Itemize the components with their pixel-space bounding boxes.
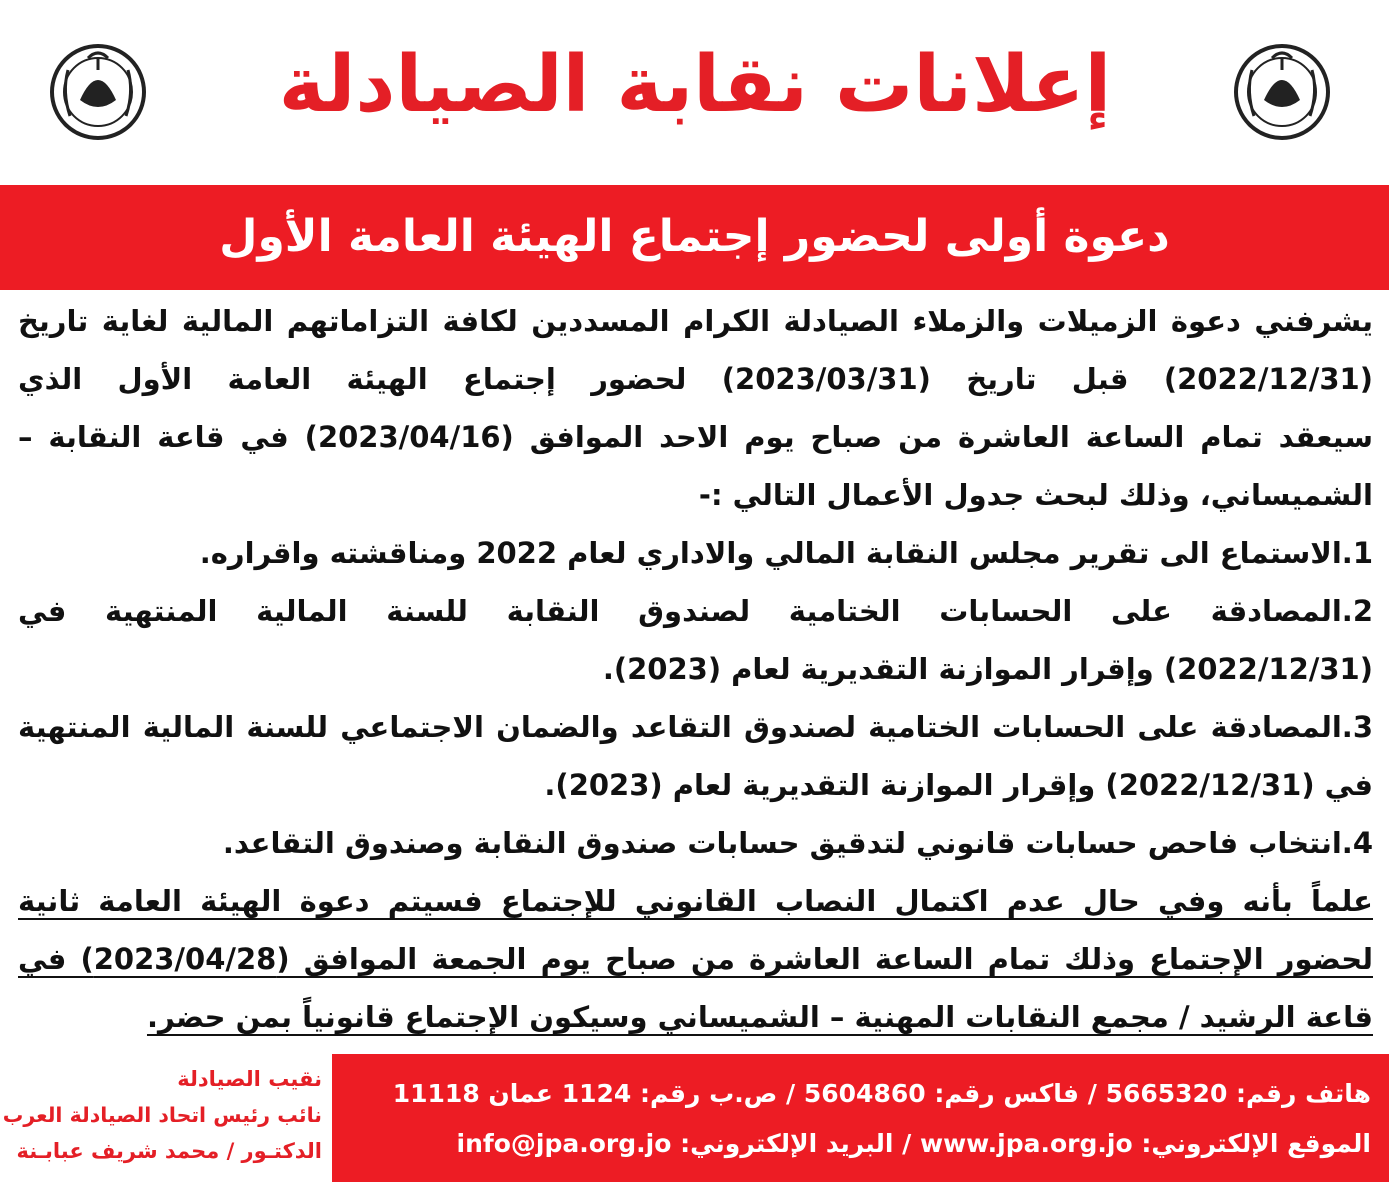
agenda-item-2: 2.المصادقة على الحسابات الختامية لصندوق النقابة للسنة المالية المنتهية في xyxy=(18,594,1373,628)
agenda-item-4: 4.انتخاب فاحص حسابات قانوني لتدقيق حسابات صندوق النقابة وصندوق التقاعد. xyxy=(222,826,1373,860)
quorum-note: لحضور الإجتماع وذلك تمام الساعة العاشرة من صباح يوم الجمعة الموافق (2023/04/28) في xyxy=(18,942,1373,976)
announcement-body xyxy=(18,292,1373,1046)
contact-phones: هاتف رقم: 5665320 / فاكس رقم: 5604860 / ص.ب رقم: 1124 عمان 11118 xyxy=(392,1079,1371,1108)
signer-title: نقيب الصيادلة xyxy=(177,1067,322,1091)
agenda-item-2-cont: (2022/12/31) وإقرار الموازنة التقديرية لعام (2023). xyxy=(602,652,1373,686)
jpa-seal-icon xyxy=(48,40,148,150)
body-line: يشرفني دعوة الزميلات والزملاء الصيادلة الكرام المسددين لكافة التزاماتهم المالية لغاية تاريخ xyxy=(18,304,1373,338)
signer-name: الدكتـور / محمد شريف عبابـنة xyxy=(16,1139,322,1163)
jpa-seal-icon xyxy=(1232,40,1332,150)
agenda-item-3-cont: في (2022/12/31) وإقرار الموازنة التقديرية لعام (2023). xyxy=(544,768,1373,802)
page-title: إعلانات نقابة الصيادلة xyxy=(278,40,1112,130)
body-line: سيعقد تمام الساعة العاشرة من صباح يوم الاحد الموافق (2023/04/16) في قاعة النقابة – xyxy=(18,420,1373,454)
agenda-item-1: 1.الاستماع الى تقرير مجلس النقابة المالي والاداري لعام 2022 ومناقشته واقراره. xyxy=(199,536,1373,570)
announcement-subtitle: دعوة أولى لحضور إجتماع الهيئة العامة الأول xyxy=(219,211,1170,262)
header xyxy=(0,0,1389,185)
contact-bar xyxy=(332,1054,1389,1182)
contact-web-email: الموقع الإلكتروني: www.jpa.org.jo / البريد الإلكتروني: info@jpa.org.jo xyxy=(456,1129,1371,1158)
body-line: الشميساني، وذلك لبحث جدول الأعمال التالي :- xyxy=(698,478,1373,512)
agenda-item-3: 3.المصادقة على الحسابات الختامية لصندوق التقاعد والضمان الاجتماعي للسنة المالية المنتهية xyxy=(18,710,1373,744)
signature-block xyxy=(0,1050,340,1182)
subtitle-banner xyxy=(0,185,1389,290)
body-line: (2022/12/31) قبل تاريخ (2023/03/31) لحضور إجتماع الهيئة العامة الأول الذي xyxy=(18,362,1373,396)
quorum-note: قاعة الرشيد / مجمع النقابات المهنية – الشميساني وسيكون الإجتماع قانونياً بمن حضر. xyxy=(146,1000,1373,1034)
signer-role: نائب رئيس اتحاد الصيادلة العرب xyxy=(2,1103,322,1127)
quorum-note: علماً بأنه وفي حال عدم اكتمال النصاب القانوني للإجتماع فسيتم دعوة الهيئة العامة ثانية xyxy=(18,884,1373,918)
